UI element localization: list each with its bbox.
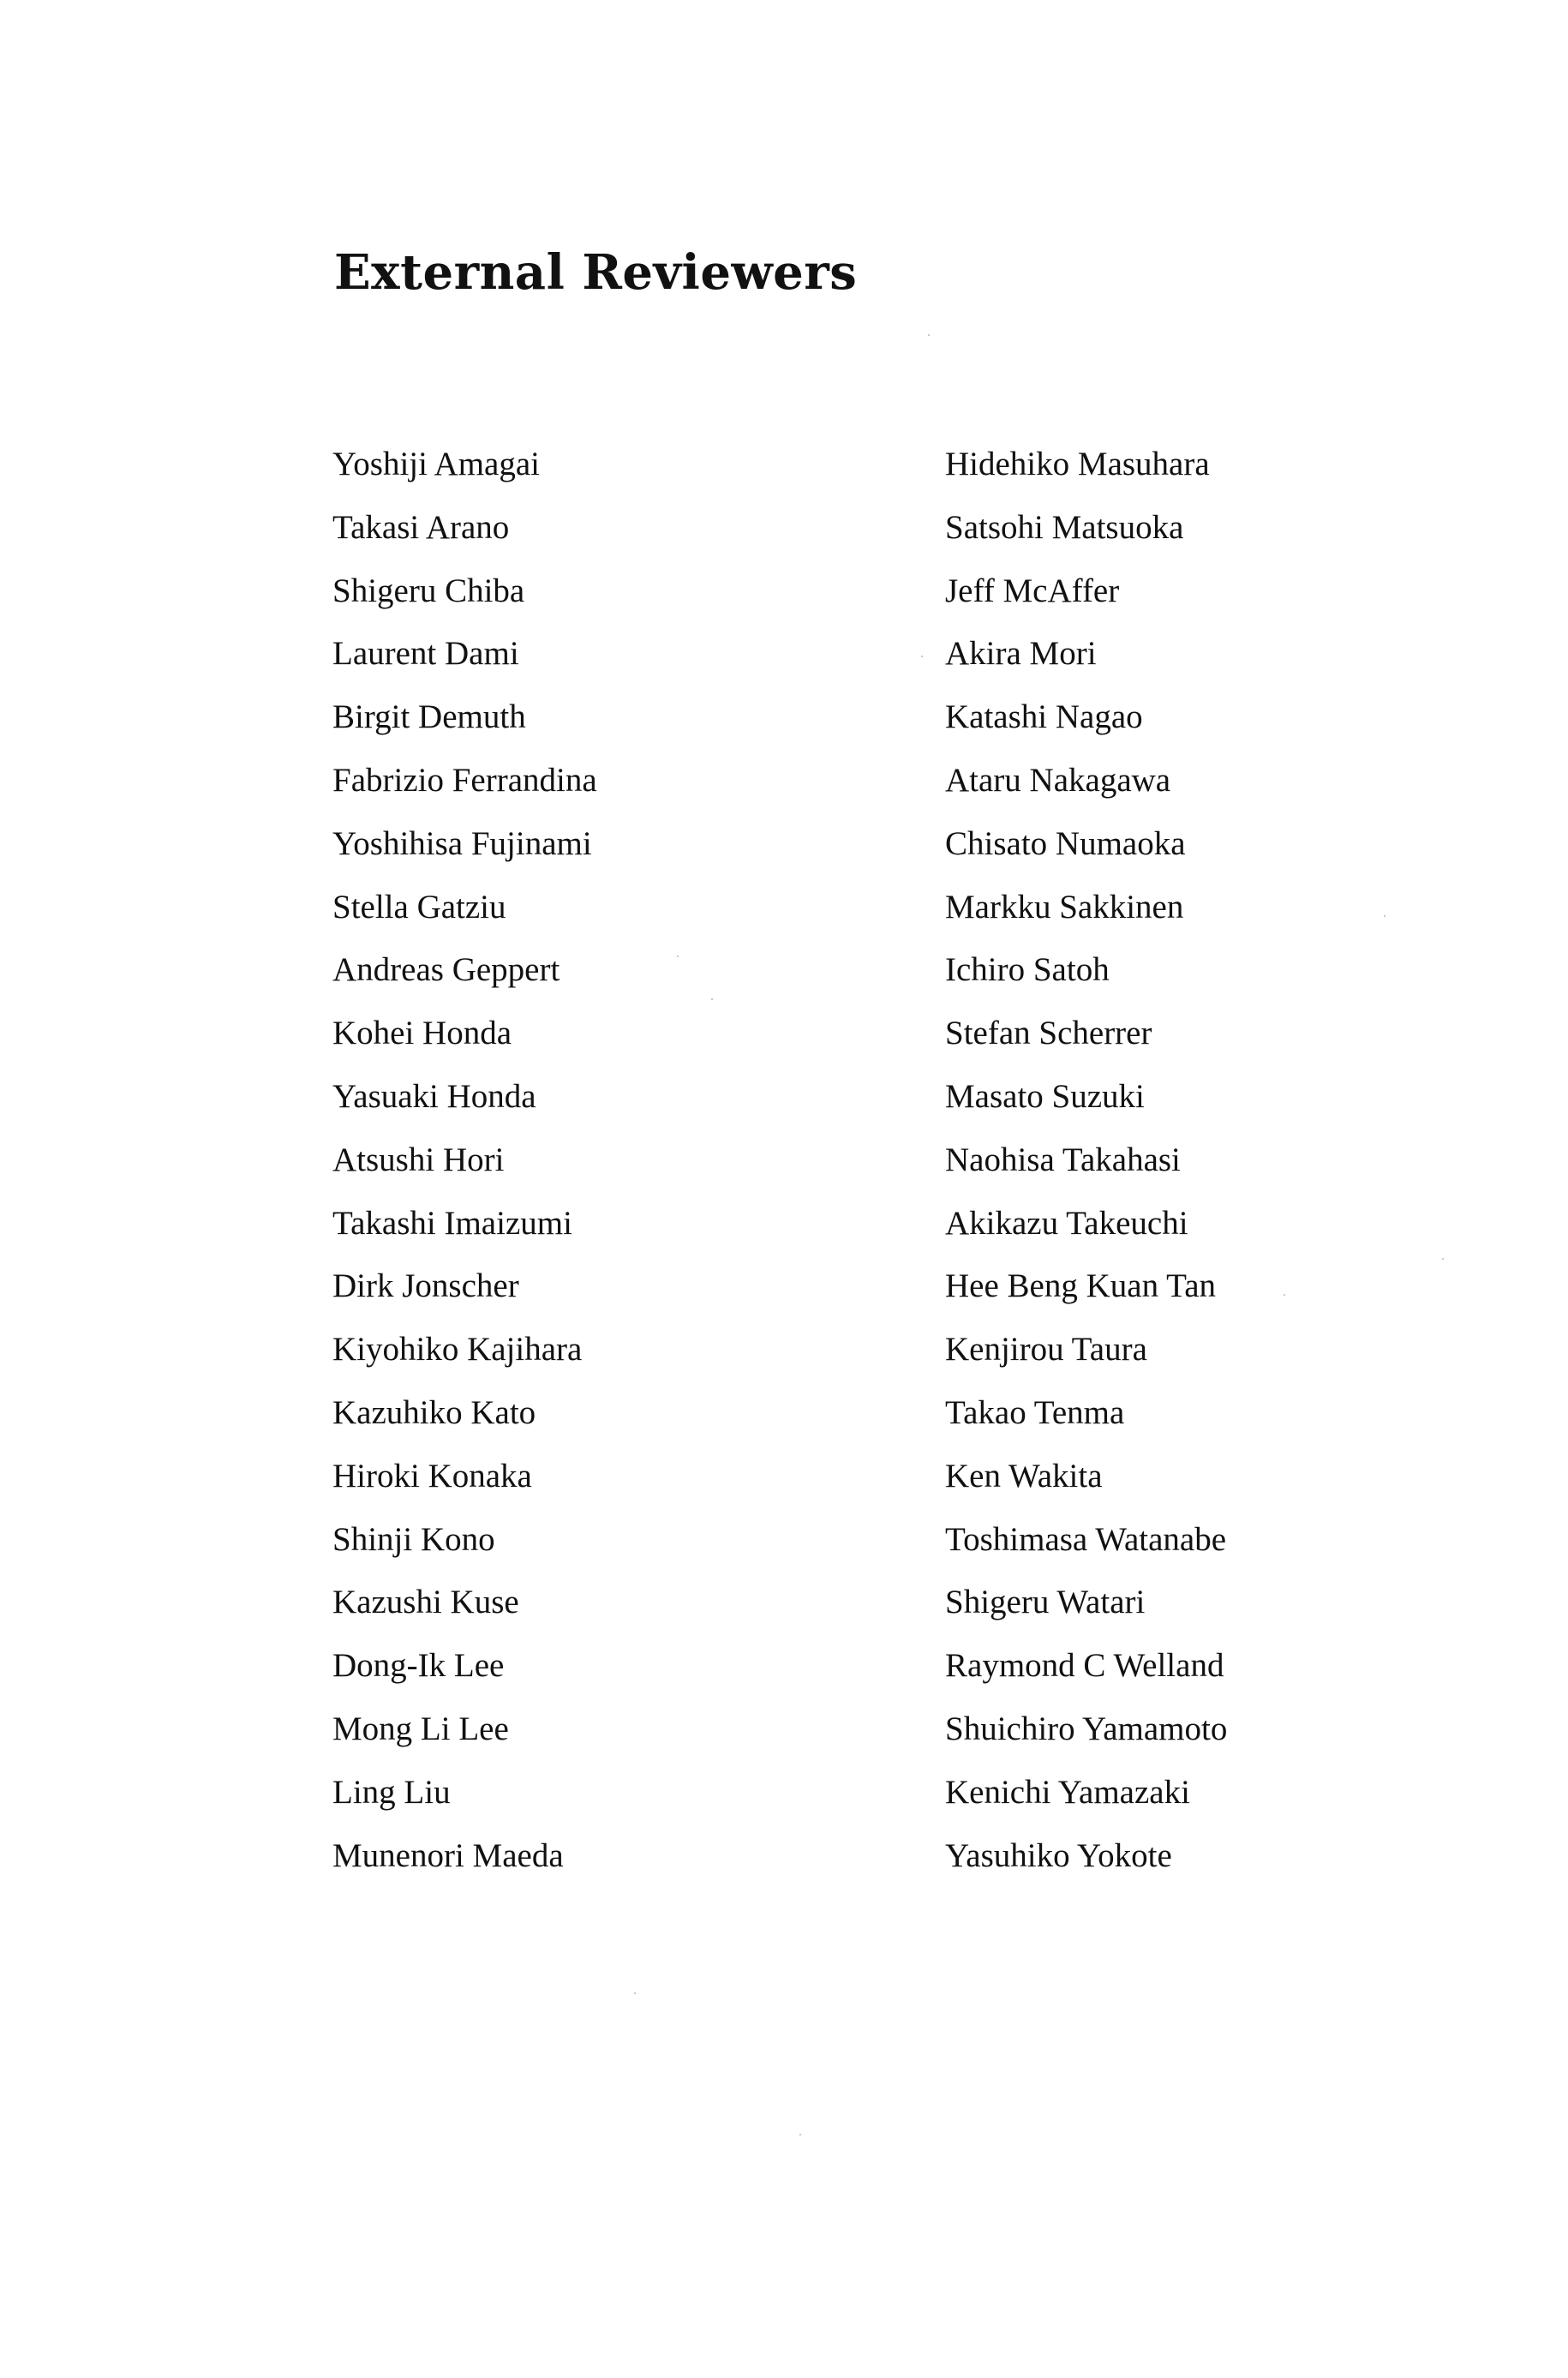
reviewer-name: Fabrizio Ferrandina [332, 761, 597, 799]
reviewer-name: Ling Liu [332, 1773, 451, 1811]
reviewer-name: Yoshihisa Fujinami [332, 824, 592, 862]
reviewer-name: Takashi Imaizumi [332, 1204, 572, 1242]
reviewer-name: Ataru Nakagawa [945, 761, 1171, 799]
reviewer-name: Munenori Maeda [332, 1836, 564, 1874]
reviewer-name: Katashi Nagao [945, 698, 1143, 736]
reviewer-name: Kenichi Yamazaki [945, 1773, 1190, 1811]
reviewer-name: Yasuaki Honda [332, 1077, 536, 1115]
reviewer-name: Kenjirou Taura [945, 1331, 1147, 1369]
scan-speck [677, 955, 679, 957]
scan-speck [799, 2134, 801, 2135]
reviewer-name: Chisato Numaoka [945, 824, 1186, 862]
reviewer-name: Andreas Geppert [332, 951, 560, 989]
reviewer-name: Ichiro Satoh [945, 951, 1110, 989]
reviewer-name: Raymond C Welland [945, 1647, 1224, 1685]
reviewer-name: Akira Mori [945, 635, 1097, 673]
scan-speck [711, 998, 713, 1000]
reviewer-name: Stella Gatziu [332, 888, 506, 925]
reviewer-name: Shuichiro Yamamoto [945, 1710, 1228, 1747]
reviewer-name: Kazuhiko Kato [332, 1393, 536, 1431]
scan-speck [921, 656, 923, 657]
scan-speck [634, 1992, 636, 1994]
reviewer-name: Kazushi Kuse [332, 1584, 519, 1621]
reviewer-list-left [332, 439, 597, 1893]
reviewer-name: Takao Tenma [945, 1393, 1125, 1431]
scan-speck [1442, 1258, 1444, 1260]
reviewer-name: Atsushi Hori [332, 1141, 505, 1178]
reviewer-name: Dong-Ik Lee [332, 1647, 505, 1685]
reviewer-name: Kiyohiko Kajihara [332, 1331, 583, 1369]
reviewer-name: Naohisa Takahasi [945, 1141, 1181, 1178]
reviewer-list-right [945, 439, 1227, 1893]
reviewer-name: Mong Li Lee [332, 1710, 509, 1747]
reviewer-name: Jeff McAffer [945, 572, 1120, 609]
reviewer-name: Toshimasa Watanabe [945, 1520, 1227, 1558]
reviewer-name: Hee Beng Kuan Tan [945, 1267, 1217, 1305]
reviewer-name: Yasuhiko Yokote [945, 1836, 1172, 1874]
reviewer-name: Akikazu Takeuchi [945, 1204, 1188, 1242]
reviewer-name: Markku Sakkinen [945, 888, 1184, 925]
reviewer-name: Ken Wakita [945, 1457, 1103, 1494]
reviewer-name: Shigeru Chiba [332, 572, 525, 609]
reviewer-name: Masato Suzuki [945, 1077, 1145, 1115]
reviewer-name: Shinji Kono [332, 1520, 495, 1558]
reviewer-name: Satsohi Matsuoka [945, 508, 1184, 546]
reviewer-name: Laurent Dami [332, 635, 519, 673]
reviewer-name: Kohei Honda [332, 1015, 512, 1052]
scan-speck [1384, 915, 1385, 917]
reviewer-name: Hiroki Konaka [332, 1457, 532, 1494]
page-title: External Reviewers [334, 244, 858, 301]
reviewer-name: Shigeru Watari [945, 1584, 1146, 1621]
reviewer-name: Stefan Scherrer [945, 1015, 1152, 1052]
reviewer-name: Dirk Jonscher [332, 1267, 519, 1305]
scan-speck [928, 334, 930, 336]
reviewer-name: Birgit Demuth [332, 698, 526, 736]
scan-speck [1284, 1294, 1285, 1296]
reviewer-name: Yoshiji Amagai [332, 446, 540, 482]
reviewer-name: Takasi Arano [332, 508, 510, 546]
reviewer-name: Hidehiko Masuhara [945, 446, 1210, 482]
